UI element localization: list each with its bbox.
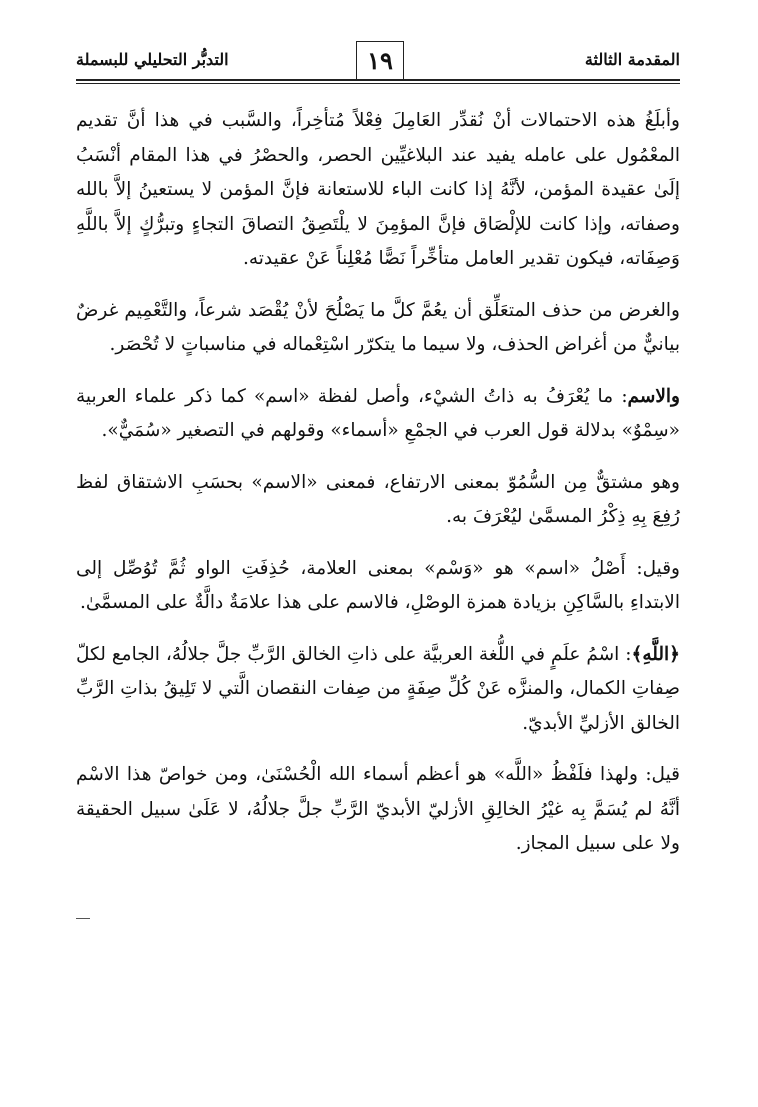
paragraph-5 xyxy=(76,552,680,621)
paragraph-text: وقيل: أَصْلُ «اسم» هو «وَسْم» بمعنى العلامة، حُذِفَتِ الواو ثُمَّ تُوُصِّل إلى الابتداءِ بالسَّاكِنِ بزيادة همزة الوصْلِ، فالاسم على هذا علامَةٌ دالَّةٌ على المسمَّىٰ. xyxy=(76,557,680,613)
chapter-title: المقدمة الثالثة xyxy=(584,50,680,69)
running-header xyxy=(76,40,680,84)
stray-dash-mark xyxy=(76,918,90,919)
paragraph-6 xyxy=(76,638,680,742)
paragraph-7 xyxy=(76,758,680,862)
paragraph-text: وهو مشتقٌّ مِن السُّمُوّ بمعنى الارتفاع، فمعنى «الاسم» بحسَبِ الاشتقاق لفظ رُفِعَ بِهِ ذِكْرُ المسمَّىٰ ليُعْرَفَ به. xyxy=(76,471,680,527)
header-rule xyxy=(76,79,680,84)
paragraph-3 xyxy=(76,380,680,449)
body-text xyxy=(76,104,680,879)
paragraph-text: قيل: ولهذا فلَفْظُ «اللَّه» هو أعظم أسماء الله الْحُسْنَىٰ، ومن خواصّ هذا الاسْم أنَّهُ لم يُسَمَّ بِه غيْرُ الخالِقِ الأزليّ الأبديّ الرَّبِّ جلَّ جلالُهُ، لا عَلَىٰ سبيل الحقيقة ولا على سبيل المجاز. xyxy=(76,764,680,854)
term-heading: ﴿اللَّهِ﴾ xyxy=(631,643,680,665)
paragraph-1 xyxy=(76,104,680,277)
term-heading: والاسم xyxy=(627,385,680,407)
book-section-title: التدبُّر التحليلي للبسملة xyxy=(76,50,229,69)
paragraph-text: والغرض من حذف المتعَلِّق أن يعُمَّ كلَّ ما يَصْلُحَ لأنْ يُقْصَد شرعاً، والتَّعْمِيم غرضٌ بيانيٌّ من أغراض الحذف، ولا سيما ما يتكرّر اسْتِعْماله في مناسباتٍ لا تُحْصَر. xyxy=(76,299,680,355)
paragraph-2 xyxy=(76,294,680,363)
paragraph-text: وأبلَغُ هذه الاحتمالات أنْ نُقدِّر العَامِلَ فِعْلاً مُتأخِراً، والسَّبب في هذا أنَّ تقديم المعْمُول على عامله يفيد عند البلاغيِّين الحصر، والحصْرُ في هذا المقام أنْسَبُ إلَىٰ عقيدة المؤمن، لأنَّهُ إذا كانت الباء للاستعانة فإنَّ المؤمن لا يستعينُ إلاَّ بالله وصفاته، وإذا كانت للإلْصَاق فإنَّ المؤمِنَ لا يلْتَصِقُ التصاقَ التجاءٍ وتبرُّكٍ إلاَّ باللَّهِ وَصِفَاته، فيكون تقدير العامل متأخِّراً نَصًّا مُعْلِناً عَنْ عقيدته. xyxy=(76,110,680,269)
paragraph-text: : ما يُعْرَفُ به ذاتُ الشيْء، وأصل لفظة «اسم» كما ذكر علماء العربية «سِمْوٌ» بدلالة قول العرب في الجمْعِ «أسماء» وقولهم في التصغير «سُمَيٌّ». xyxy=(76,385,680,441)
page-number: ١٩ xyxy=(356,41,404,80)
paragraph-text: : اسْمُ علَمٍ في اللُّغة العربيَّة على ذاتِ الخالق الرَّبِّ جلَّ جلالُهُ، الجامع لكلّ صِفاتِ الكمال، والمنزَّه عَنْ كُلِّ صِفَةٍ من صِفات النقصان الَّتي لا تَلِيقُ بذاتِ الرَّبِّ الخالق الأزليِّ الأبديّ. xyxy=(76,643,680,734)
paragraph-4 xyxy=(76,466,680,535)
